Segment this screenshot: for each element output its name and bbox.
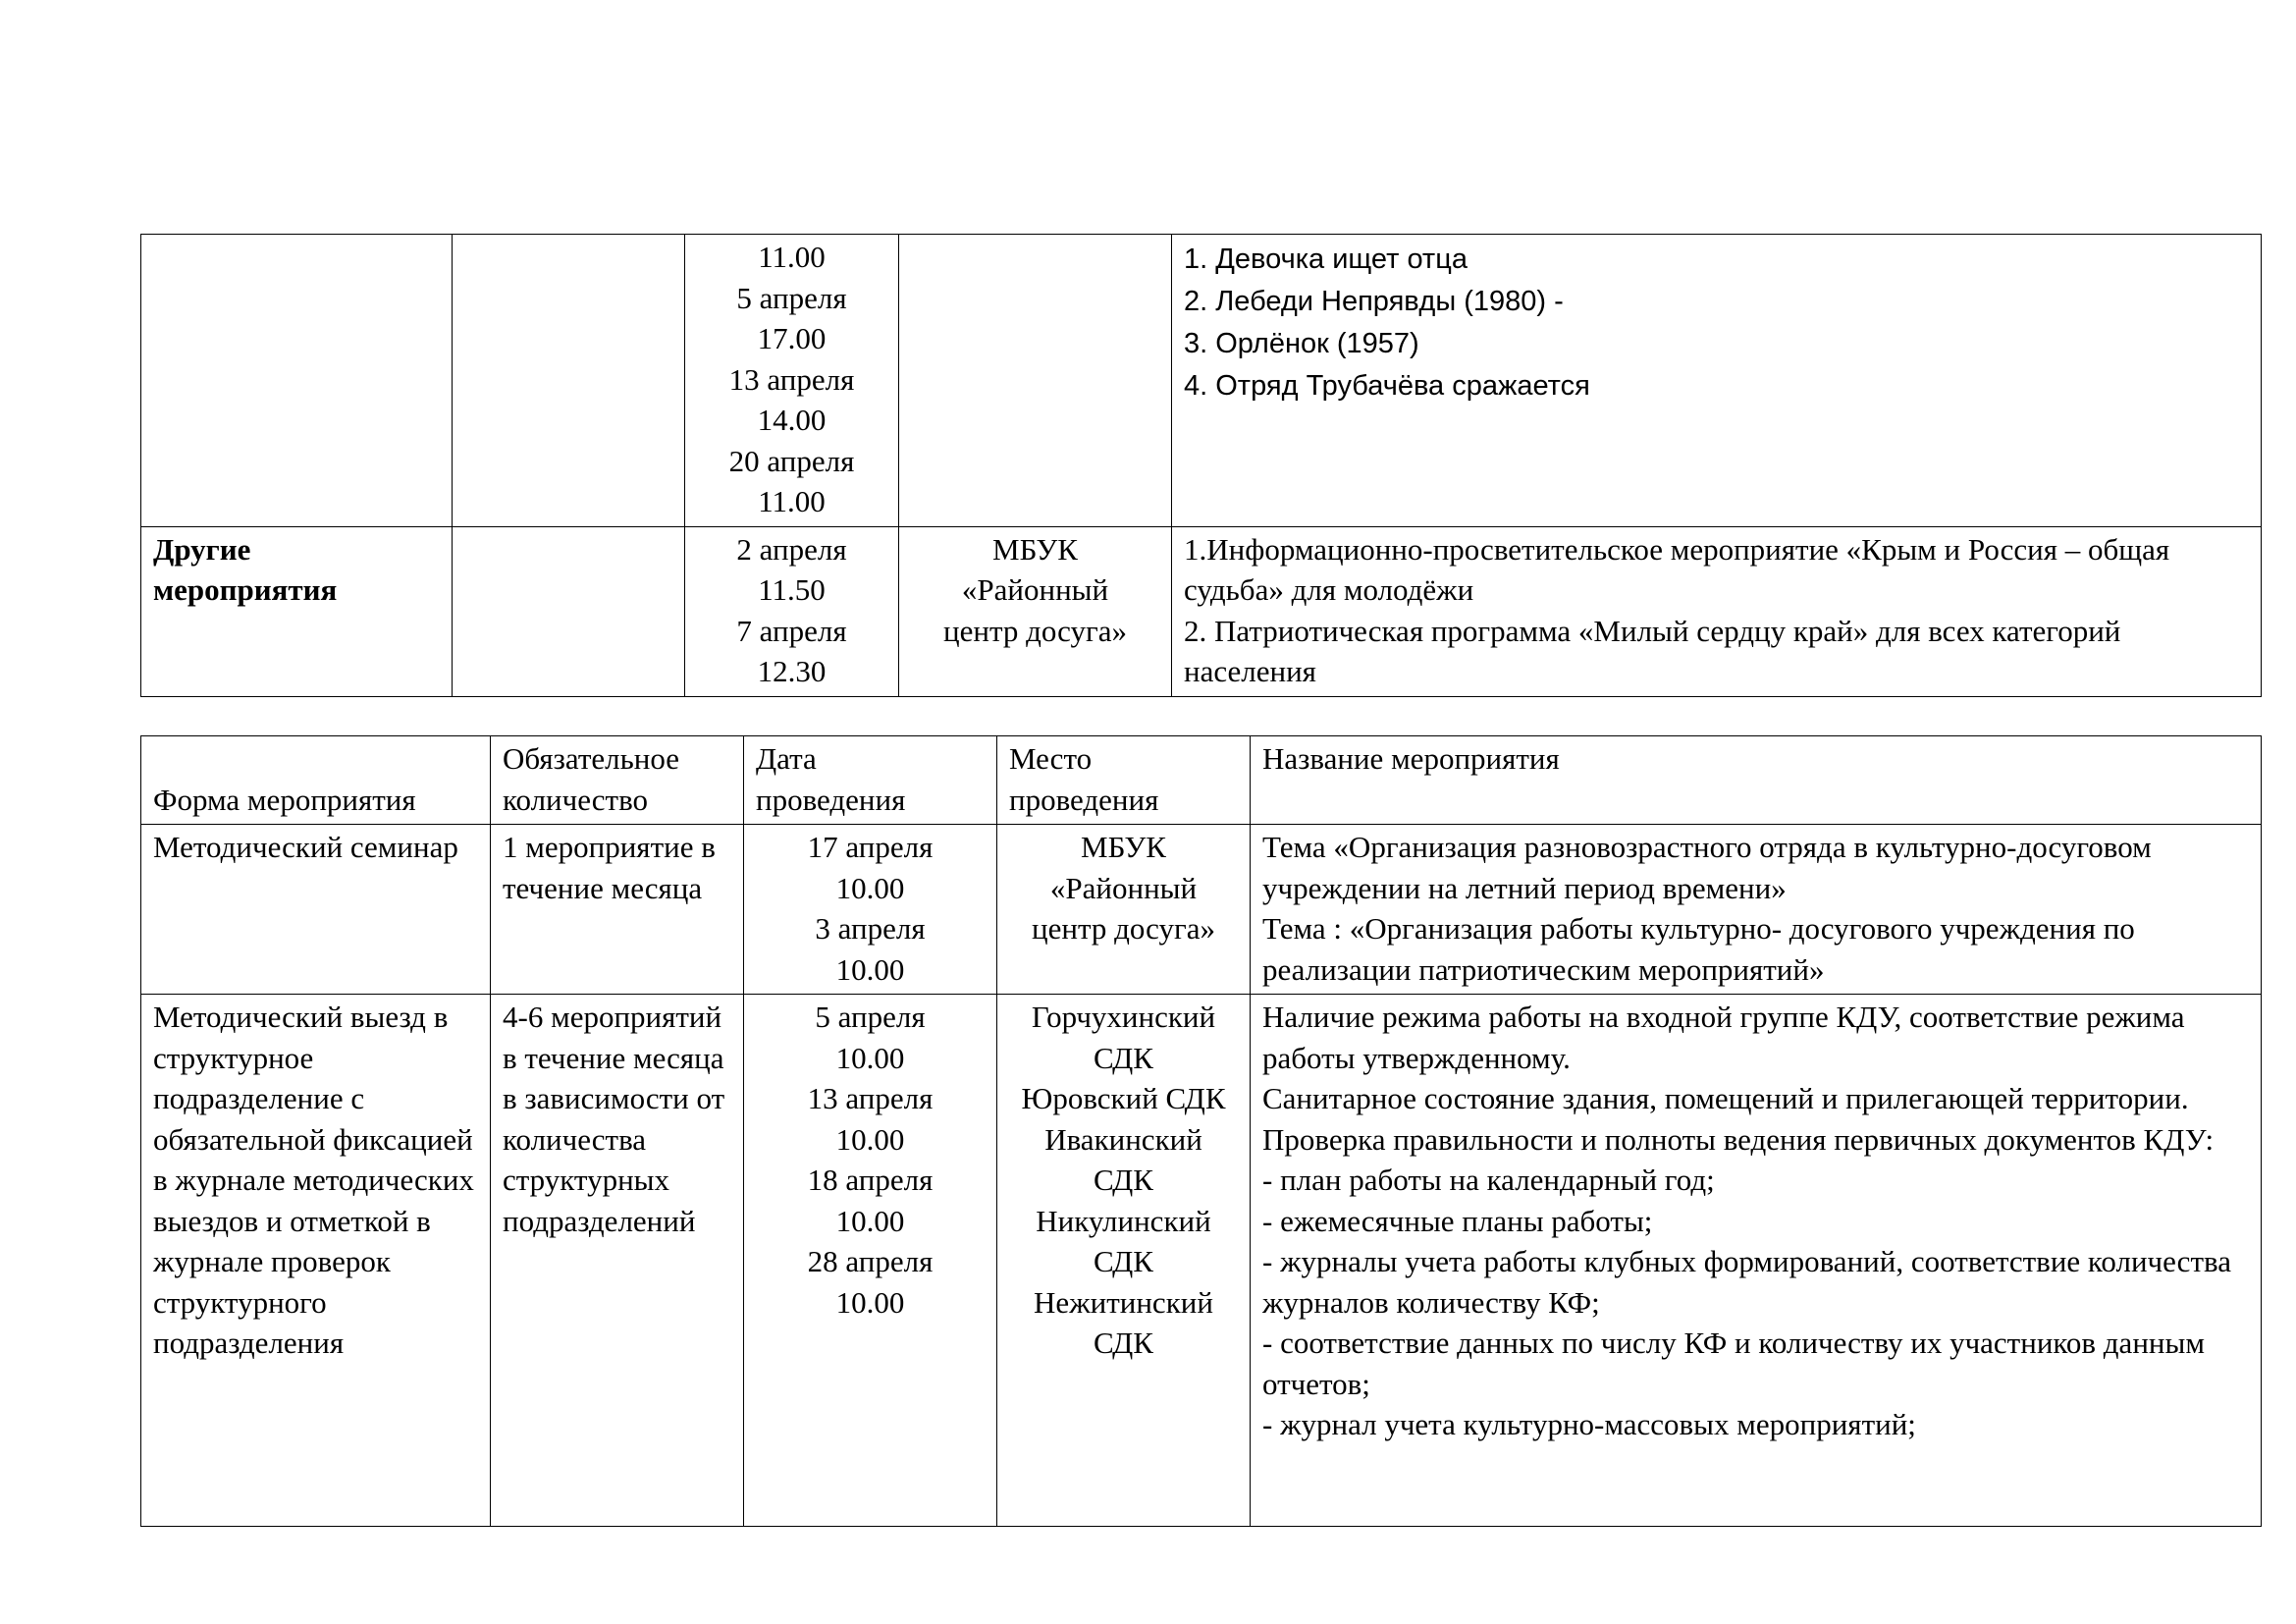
header-line: проведения	[1009, 782, 1159, 817]
place-line: Юровский СДК	[1021, 1081, 1226, 1115]
date-line: 17.00	[757, 321, 827, 355]
methodical-work-table	[140, 735, 2262, 1527]
header-line: Обязательное	[503, 741, 679, 776]
films-cell	[1172, 235, 2262, 527]
topic-item: Тема «Организация разновозрастного отряда в культурно-досуговом учреждении на летний период времени»	[1262, 830, 2152, 905]
header-name: Название мероприятия	[1251, 736, 2262, 825]
name-cell	[1251, 995, 2262, 1527]
date-line: 10.00	[835, 1040, 905, 1075]
header-line: Дата	[756, 741, 817, 776]
date-line: 2 апреля	[736, 531, 847, 567]
event-item: 2. Патриотическая программа «Милый сердцу край» для всех категорий населения	[1184, 613, 2121, 688]
date-line: 10.00	[835, 951, 905, 987]
event-item: 1.Информационно-просветительское мероприятие «Крым и Россия – общая судьба» для молодёжи	[1184, 531, 2170, 607]
header-place	[997, 736, 1251, 825]
place-cell	[997, 825, 1251, 995]
place-line: Никулинский	[1036, 1203, 1211, 1238]
header-date	[744, 736, 997, 825]
date-line: 14.00	[757, 403, 827, 437]
dates-cell	[744, 995, 997, 1527]
table-row	[141, 995, 2262, 1527]
place-line: Ивакинский	[1044, 1121, 1202, 1157]
place-line: «Районный	[961, 572, 1109, 607]
date-line: 7 апреля	[736, 613, 847, 648]
place-line: МБУК	[1081, 830, 1166, 864]
form-cell: Методический семинар	[141, 825, 491, 995]
place-line: МБУК	[992, 531, 1078, 567]
topic-item: Тема : «Организация работы культурно- досугового учреждения по реализации патриотическим мероприятий»	[1262, 911, 2135, 987]
place-line: центр досуга»	[1032, 911, 1215, 946]
date-line: 10.00	[835, 1284, 905, 1320]
place-line: СДК	[1094, 1040, 1153, 1075]
date-line: 10.00	[835, 1203, 905, 1238]
place-cell	[899, 235, 1172, 527]
table-row	[141, 825, 2262, 995]
dates-cell	[685, 235, 899, 527]
check-item: - план работы на календарный год;	[1262, 1163, 1715, 1197]
date-line: 17 апреля	[807, 830, 934, 864]
place-line: СДК	[1094, 1326, 1153, 1360]
header-row	[141, 736, 2262, 825]
place-cell	[997, 995, 1251, 1527]
header-count	[491, 736, 744, 825]
header-line: Место	[1009, 741, 1093, 776]
date-line: 5 апреля	[736, 280, 847, 315]
date-line: 13 апреля	[728, 361, 855, 397]
film-item: 1. Девочка ищет отца	[1184, 244, 1468, 275]
count-cell	[453, 526, 685, 696]
header-line: проведения	[756, 782, 906, 817]
place-line: центр досуга»	[943, 613, 1127, 648]
date-line: 11.00	[758, 240, 826, 274]
dates-cell	[744, 825, 997, 995]
date-line: 18 апреля	[807, 1163, 934, 1197]
place-line: Нежитинский	[1034, 1284, 1213, 1320]
count-cell: 4-6 мероприятий в течение месяца в зависимости от количества структурных подразделений	[491, 995, 744, 1527]
check-item: - журнал учета культурно-массовых мероприятий;	[1262, 1407, 1916, 1441]
check-item: - журналы учета работы клубных формирований, соответствие количества журналов количеству КФ;	[1262, 1244, 2231, 1320]
date-line: 13 апреля	[807, 1081, 934, 1115]
date-line: 3 апреля	[815, 911, 926, 946]
film-item: 2. Лебеди Непрявды (1980) -	[1184, 286, 1564, 317]
date-line: 10.00	[835, 870, 905, 905]
count-cell	[453, 235, 685, 527]
table-row	[141, 526, 2262, 696]
form-cell: Методический выезд в структурное подразделение с обязательной фиксацией в журнале методических выездов и отметкой в журнале проверок структурного подразделения	[141, 995, 491, 1527]
form-line: мероприятия	[153, 572, 338, 607]
date-line: 11.50	[758, 572, 826, 607]
count-cell: 1 мероприятие в течение месяца	[491, 825, 744, 995]
schedule-table-continuation	[140, 234, 2262, 697]
place-line: «Районный	[1049, 870, 1198, 905]
check-item: Проверка правильности и полноты ведения первичных документов КДУ:	[1262, 1121, 2215, 1157]
date-line: 10.00	[835, 1121, 905, 1157]
form-cell	[141, 235, 453, 527]
film-item: 3. Орлёнок (1957)	[1184, 328, 1419, 359]
place-cell	[899, 526, 1172, 696]
table-row	[141, 235, 2262, 527]
header-form: Форма мероприятия	[141, 736, 491, 825]
date-line: 12.30	[757, 654, 827, 688]
check-item: Санитарное состояние здания, помещений и прилегающей территории.	[1262, 1081, 2189, 1115]
name-cell	[1251, 825, 2262, 995]
place-line: СДК	[1094, 1244, 1153, 1278]
film-item: 4. Отряд Трубачёва сражается	[1184, 370, 1590, 402]
check-item: Наличие режима работы на входной группе КДУ, соответствие режима работы утвержденному.	[1262, 1000, 2185, 1075]
form-line: Другие	[153, 531, 251, 567]
events-cell	[1172, 526, 2262, 696]
date-line: 28 апреля	[807, 1244, 934, 1278]
date-line: 11.00	[758, 484, 826, 518]
date-line: 5 апреля	[815, 1000, 926, 1034]
place-line: Горчухинский	[1031, 1000, 1216, 1034]
date-line: 20 апреля	[728, 443, 855, 478]
place-line: СДК	[1094, 1163, 1153, 1197]
dates-cell	[685, 526, 899, 696]
check-item: - соответствие данных по числу КФ и количеству их участников данным отчетов;	[1262, 1326, 2205, 1401]
form-cell	[141, 526, 453, 696]
check-item: - ежемесячные планы работы;	[1262, 1203, 1653, 1238]
header-line: количество	[503, 782, 648, 817]
